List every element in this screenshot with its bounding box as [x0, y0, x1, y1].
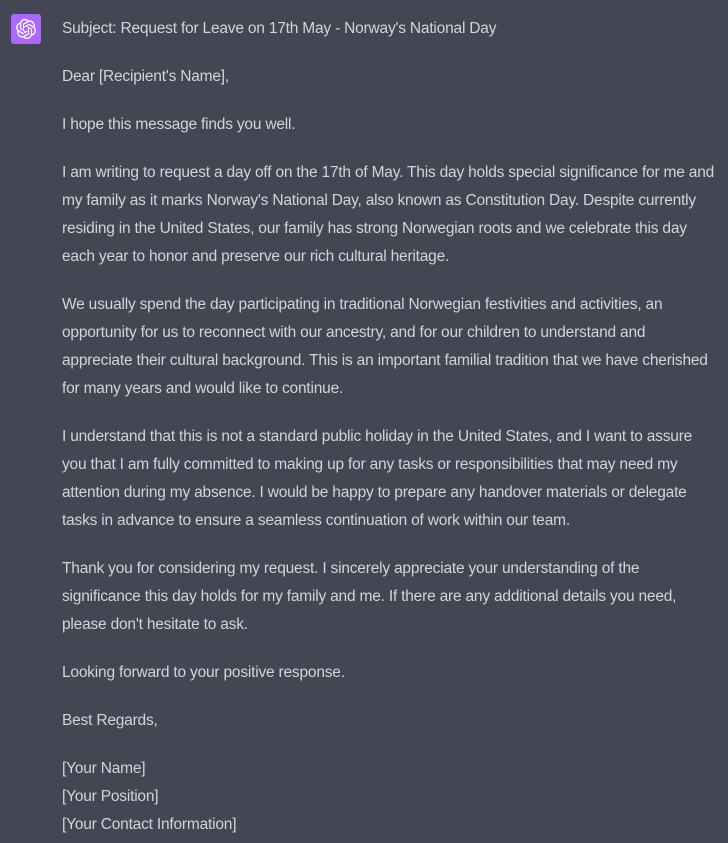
signature-line: [Your Name] [62, 760, 146, 777]
openai-logo-icon [16, 19, 36, 39]
email-body-paragraph: I am writing to request a day off on the 17th of May. This day holds special significance for me and my family as it marks Norway's National Day, also known as Constitution Day. Despite currently residing in the United States, our family has strong Norwegian roots and we celebrate this day each year to honor and preserve our rich cultural heritage. [62, 164, 715, 265]
email-body-paragraph: Thank you for considering my request. I sincerely appreciate your understanding of the significance this day holds for my family and me. If there are any additional details you need, please don't hesitate to ask. [62, 560, 677, 633]
email-opening: I hope this message finds you well. [62, 116, 296, 133]
signature-line: [Your Contact Information] [62, 816, 237, 833]
message-content [62, 15, 716, 839]
email-body-paragraph: We usually spend the day participating in traditional Norwegian festivities and activities, an opportunity for us to reconnect with our ancestry, and for our children to understand and appreciate their cultural background. This is an important familial tradition that we have cherished for many years and would like to continue. [62, 296, 708, 397]
email-signature [62, 755, 716, 839]
email-greeting: Dear [Recipient's Name], [62, 68, 230, 85]
email-subject-line: Subject: Request for Leave on 17th May - Norway's National Day [62, 20, 497, 37]
email-body-paragraph: I understand that this is not a standard public holiday in the United States, and I want to assure you that I am fully committed to making up for any tasks or responsibilities that may need my attention during my absence. I would be happy to prepare any handover materials or delegate tasks in advance to ensure a seamless continuation of work within our team. [62, 428, 693, 529]
signature-line: [Your Position] [62, 788, 159, 805]
email-closing: Looking forward to your positive response. [62, 664, 345, 681]
email-sign-off: Best Regards, [62, 712, 158, 729]
assistant-avatar [11, 14, 41, 44]
